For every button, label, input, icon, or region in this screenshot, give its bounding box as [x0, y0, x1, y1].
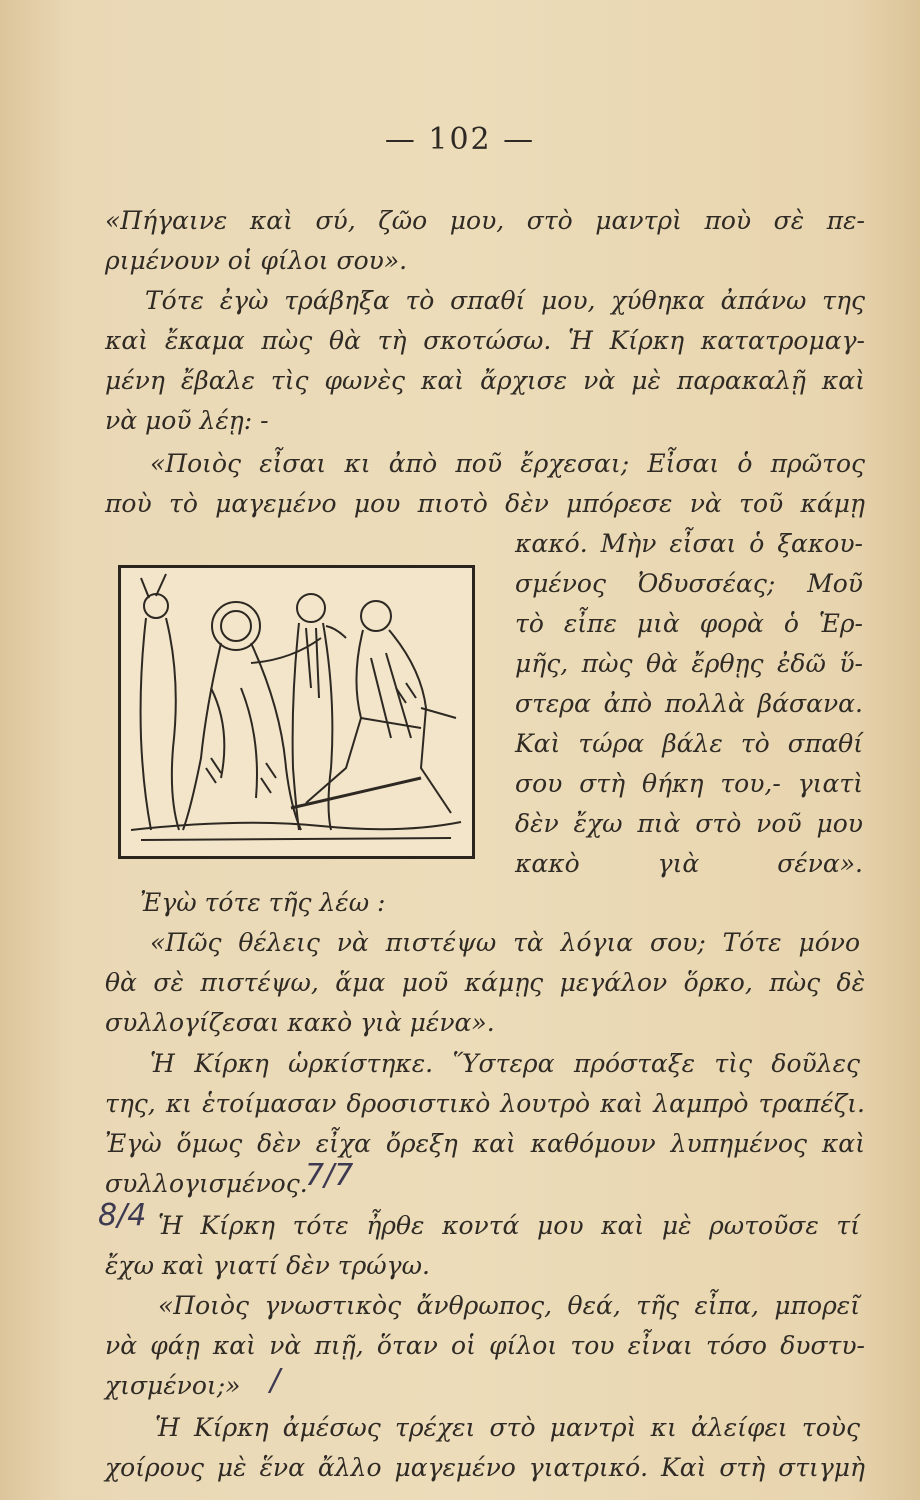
handwritten-mark: 8/4 — [98, 1198, 147, 1233]
text-line: ἔχω καὶ γιατί δὲν τρώγω. — [105, 1251, 430, 1280]
text-line: Ἐγὼ τότε τῆς λέω : — [140, 888, 386, 917]
text-line: χισμένοι;» — [105, 1371, 241, 1400]
text-line: χοίρους μὲ ἕνα ἄλλο μαγεμένο γιατρικό. Καὶ στὴ στιγμὴ — [105, 1453, 865, 1482]
text-line: ριμένουν οἱ φίλοι σου». — [105, 246, 408, 275]
text-line: ποὺ τὸ μαγεμένο μου πιοτὸ δὲν μπόρεσε νὰ τοῦ κάμῃ — [105, 489, 865, 518]
column-line: μῆς, πὼς θὰ ἔρθῃς ἐδῶ ὕ- — [515, 649, 863, 678]
woodcut-illustration — [118, 565, 475, 859]
text-line: συλλογισμένος. — [105, 1169, 308, 1198]
text-line: «Ποιὸς γνωστικὸς ἄνθρωπος, θεά, τῆς εἶπα, μπορεῖ — [158, 1291, 860, 1320]
text-line: της, κι ἑτοίμασαν δροσιστικὸ λουτρὸ καὶ λαμπρὸ τραπέζι. — [105, 1089, 865, 1118]
text-line: θὰ σὲ πιστέψω, ἅμα μοῦ κάμῃς μεγάλον ὅρκο, πὼς δὲ — [105, 968, 865, 997]
text-line: καὶ ἔκαμα πὼς θὰ τὴ σκοτώσω. Ἡ Κίρκη κατατρομαγ- — [105, 326, 865, 355]
column-line: στερα ἀπὸ πολλὰ βάσανα. — [515, 689, 863, 718]
text-line: συλλογίζεσαι κακὸ γιὰ μένα». — [105, 1008, 495, 1037]
text-line: «Πήγαινε καὶ σύ, ζῶο μου, στὸ μαντρὶ ποὺ σὲ πε- — [105, 206, 865, 235]
circe-odysseus-engraving — [121, 568, 472, 856]
handwritten-mark: / — [270, 1363, 281, 1398]
column-line: κακό. Μὴν εἶσαι ὁ ξακου- — [515, 529, 863, 558]
text-line: Ἡ Κίρκη ὡρκίστηκε. Ὕστερα πρόσταξε τὶς δοῦλες — [150, 1049, 860, 1078]
text-line: «Πῶς θέλεις νὰ πιστέψω τὰ λόγια σου; Τότε μόνο — [150, 928, 860, 957]
text-line: Ἡ Κίρκη τότε ἦρθε κοντά μου καὶ μὲ ρωτοῦσε τί — [158, 1211, 860, 1240]
text-line: «Ποιὸς εἶσαι κι ἀπὸ ποῦ ἔρχεσαι; Εἶσαι ὁ πρῶτος — [150, 449, 865, 478]
text-line: Ἡ Κίρκη ἀμέσως τρέχει στὸ μαντρὶ κι ἀλείφει τοὺς — [155, 1413, 860, 1442]
text-line: Τότε ἐγὼ τράβηξα τὸ σπαθί μου, χύθηκα ἀπάνω της — [145, 286, 865, 315]
handwritten-mark: 7/7 — [305, 1158, 354, 1193]
column-line: τὸ εἶπε μιὰ φορὰ ὁ Ἑρ- — [515, 609, 863, 638]
text-line: μένη ἔβαλε τὶς φωνὲς καὶ ἄρχισε νὰ μὲ παρακαλῇ καὶ — [105, 366, 865, 395]
column-line: δὲν ἔχω πιὰ στὸ νοῦ μου — [515, 809, 863, 838]
page-number: — 102 — — [384, 122, 536, 157]
text-line: νὰ μοῦ λέῃ: - — [105, 406, 269, 435]
column-line: σμένος Ὀδυσσέας; Μοῦ — [515, 569, 863, 598]
column-line: κακὸ γιὰ σένα». — [515, 849, 863, 878]
column-line: σου στὴ θήκη του,- γιατὶ — [515, 769, 863, 798]
text-line: νὰ φάῃ καὶ νὰ πιῇ, ὅταν οἱ φίλοι του εἶναι τόσο δυστυ- — [105, 1331, 865, 1360]
column-line: Καὶ τώρα βάλε τὸ σπαθί — [515, 729, 863, 758]
text-line: Ἐγὼ ὅμως δὲν εἶχα ὄρεξη καὶ καθόμουν λυπημένος καὶ — [105, 1129, 865, 1158]
